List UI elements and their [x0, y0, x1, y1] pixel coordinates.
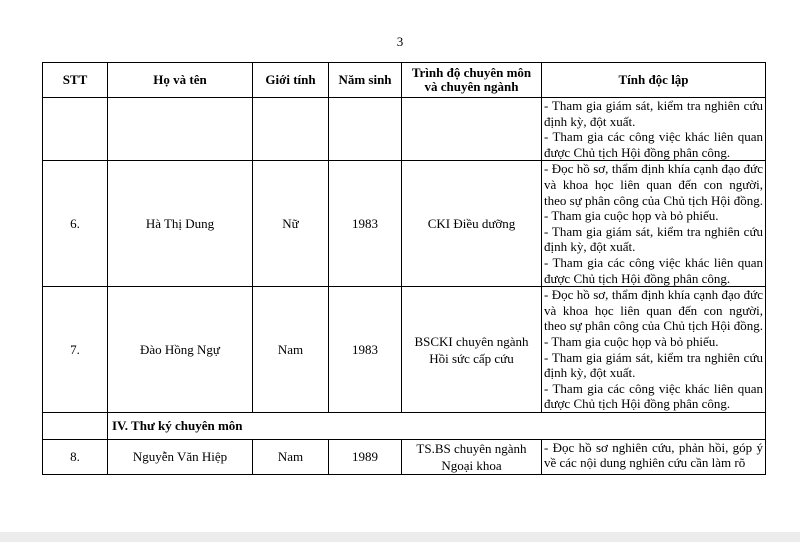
section-title: IV. Thư ký chuyên môn: [108, 412, 766, 439]
duty-item: - Tham gia giám sát, kiểm tra nghiên cứu định kỳ, đột xuất.: [544, 349, 763, 381]
qualification-line1: BSCKI chuyên ngành: [414, 333, 529, 349]
duty-item: - Tham gia các công việc khác liên quan được Chủ tịch Hội đồng phân công.: [544, 129, 763, 160]
qualification-line1: TS.BS chuyên ngành: [416, 440, 527, 456]
duty-item: - Tham gia các công việc khác liên quan được Chủ tịch Hội đồng phân công.: [544, 380, 763, 412]
header-birth-year: Năm sinh: [329, 63, 402, 98]
cell-duties: [542, 439, 766, 474]
section-row: [43, 412, 766, 439]
qualification-line2: Ngoại khoa: [441, 457, 502, 473]
cell-name-empty: [108, 98, 253, 161]
council-members-table: [42, 62, 766, 475]
table-row: [43, 439, 766, 474]
qualification-line2: Hồi sức cấp cứu: [429, 350, 514, 366]
cell-stt: 7.: [43, 287, 108, 413]
duty-item: - Tham gia giám sát, kiểm tra nghiên cứu định kỳ, đột xuất.: [544, 223, 763, 255]
cell-qualification: [402, 287, 542, 413]
header-qualification: [402, 63, 542, 98]
header-gender: Giới tính: [253, 63, 329, 98]
cell-name: Nguyễn Văn Hiệp: [108, 439, 253, 474]
table-row-continued: [43, 98, 766, 161]
duty-item: - Đọc hồ sơ, thẩm định khía cạnh đạo đức và khoa học liên quan đến con người, theo sự phân công của Chủ tịch Hội đồng.: [544, 161, 763, 208]
duty-item: - Tham gia cuộc họp và bỏ phiếu.: [544, 333, 719, 349]
cell-birth-year-empty: [329, 98, 402, 161]
header-stt: STT: [43, 63, 108, 98]
cell-qualification-empty: [402, 98, 542, 161]
table-row: [43, 287, 766, 413]
cell-name: Hà Thị Dung: [108, 161, 253, 287]
duty-item: - Đọc hồ sơ, thẩm định khía cạnh đạo đức và khoa học liên quan đến con người, theo sự phân công của Chủ tịch Hội đồng.: [544, 287, 763, 334]
duty-item: - Tham gia giám sát, kiểm tra nghiên cứu định kỳ, đột xuất.: [544, 98, 763, 129]
header-independence: Tính độc lập: [542, 63, 766, 98]
section-stt-empty: [43, 412, 108, 439]
cell-gender: Nam: [253, 439, 329, 474]
cell-qualification: CKI Điều dưỡng: [402, 161, 542, 287]
cell-duties: [542, 161, 766, 287]
duty-item: - Đọc hồ sơ nghiên cứu, phản hồi, góp ý về các nội dung nghiên cứu cần làm rõ: [544, 439, 763, 471]
page-number: 3: [396, 34, 404, 49]
table-header-row: [43, 63, 766, 98]
cell-stt: 8.: [43, 439, 108, 474]
header-name: Họ và tên: [108, 63, 253, 98]
header-qualification-line2: và chuyên ngành: [424, 79, 519, 94]
cell-birth-year: 1983: [329, 161, 402, 287]
header-qualification-line1: Trình độ chuyên môn: [411, 65, 532, 80]
cell-gender: Nam: [253, 287, 329, 413]
cell-gender: Nữ: [253, 161, 329, 287]
cell-birth-year: 1983: [329, 287, 402, 413]
cell-gender-empty: [253, 98, 329, 161]
cell-stt: 6.: [43, 161, 108, 287]
duty-item: - Tham gia cuộc họp và bỏ phiếu.: [544, 208, 719, 224]
cell-stt-empty: [43, 98, 108, 161]
cell-duties: [542, 287, 766, 413]
cell-name: Đào Hồng Ngự: [108, 287, 253, 413]
cell-qualification: [402, 439, 542, 474]
table-row: [43, 161, 766, 287]
cell-duties: [542, 98, 766, 161]
cell-birth-year: 1989: [329, 439, 402, 474]
duty-item: - Tham gia các công việc khác liên quan được Chủ tịch Hội đồng phân công.: [544, 254, 763, 286]
